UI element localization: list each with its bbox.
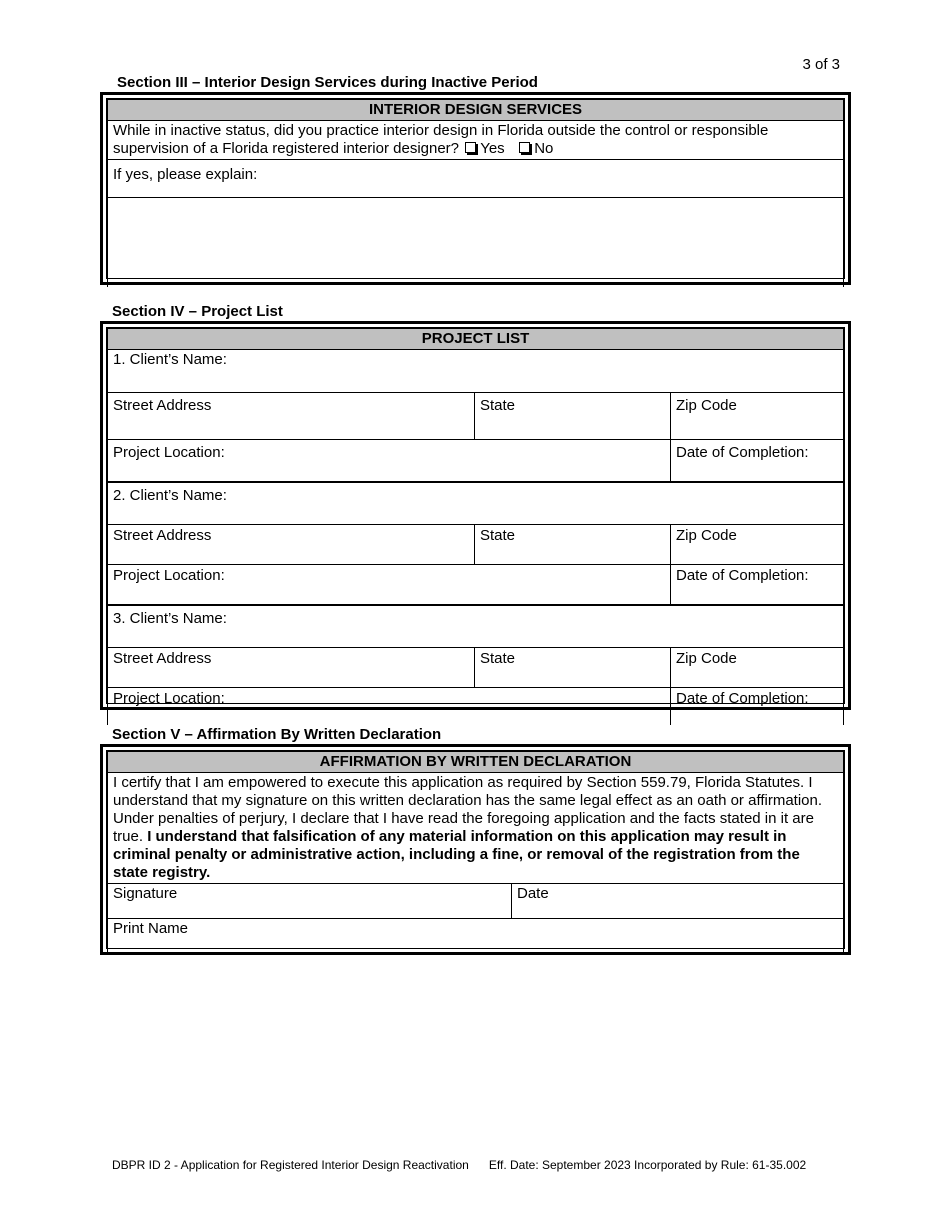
zip-code-field[interactable]: Zip Code <box>671 648 844 688</box>
affirmation-text <box>108 773 844 884</box>
client-name-field[interactable]: 2. Client’s Name: <box>108 482 844 525</box>
yes-label: Yes <box>480 140 505 157</box>
state-field[interactable]: State <box>475 525 671 565</box>
completion-date-field[interactable]: Date of Completion: <box>671 565 844 606</box>
inactive-practice-question <box>108 121 844 160</box>
street-address-field[interactable]: Street Address <box>108 525 475 565</box>
affirmation-normal-text: I certify that I am empowered to execute this application as required by Section 559.79, Florida Statutes. I understand that my signature on this written declaration has the same legal effect as an oath or affirmation. Under penalties of perjury, I declare that I have read the foregoing application and the facts stated in it are true. <box>113 774 823 845</box>
project-location-field[interactable]: Project Location: <box>108 688 671 726</box>
no-label: No <box>534 140 554 157</box>
print-name-field[interactable]: Print Name <box>108 919 844 956</box>
client-name-field[interactable]: 3. Client’s Name: <box>108 605 844 648</box>
yes-checkbox[interactable] <box>465 142 476 153</box>
street-address-field[interactable]: Street Address <box>108 648 475 688</box>
completion-date-field[interactable]: Date of Completion: <box>671 688 844 726</box>
project-location-field[interactable]: Project Location: <box>108 565 671 606</box>
signature-field[interactable]: Signature <box>108 884 512 919</box>
section-4-box <box>100 321 851 710</box>
state-field[interactable]: State <box>475 393 671 440</box>
project-list-table <box>107 328 844 725</box>
zip-code-field[interactable]: Zip Code <box>671 393 844 440</box>
affirmation-header: AFFIRMATION BY WRITTEN DECLARATION <box>108 752 844 773</box>
date-field[interactable]: Date <box>512 884 844 919</box>
section-5-title: Section V – Affirmation By Written Declaration <box>112 726 442 743</box>
project-location-field[interactable]: Project Location: <box>108 440 671 483</box>
interior-design-header: INTERIOR DESIGN SERVICES <box>108 100 844 121</box>
affirmation-table <box>107 751 844 955</box>
section-5-box <box>100 744 851 955</box>
state-field[interactable]: State <box>475 648 671 688</box>
project-list-header: PROJECT LIST <box>108 329 844 350</box>
no-checkbox[interactable] <box>519 142 530 153</box>
interior-design-table <box>107 99 844 287</box>
footer-form-name: DBPR ID 2 - Application for Registered Interior Design Reactivation <box>112 1158 469 1172</box>
question-text: While in inactive status, did you practice interior design in Florida outside the control or responsible supervision of a Florida registered interior designer? <box>113 122 769 157</box>
completion-date-field[interactable]: Date of Completion: <box>671 440 844 483</box>
section-3-title: Section III – Interior Design Services during Inactive Period <box>117 74 538 91</box>
footer-eff-date: Eff. Date: September 2023 Incorporated by Rule: 61-35.002 <box>488 1158 807 1172</box>
page-number: 3 of 3 <box>802 56 840 73</box>
street-address-field[interactable]: Street Address <box>108 393 475 440</box>
section-4-title: Section IV – Project List <box>112 303 283 320</box>
section-3-box <box>100 92 851 285</box>
zip-code-field[interactable]: Zip Code <box>671 525 844 565</box>
affirmation-bold-text: I understand that falsification of any material information on this application may result in criminal penalty or administrative action, including a fine, or removal of the registration from the state registry. <box>113 828 800 881</box>
explain-field[interactable] <box>108 198 844 288</box>
footer <box>112 1158 806 1172</box>
explain-label: If yes, please explain: <box>108 160 844 198</box>
client-name-field[interactable]: 1. Client’s Name: <box>108 350 844 393</box>
